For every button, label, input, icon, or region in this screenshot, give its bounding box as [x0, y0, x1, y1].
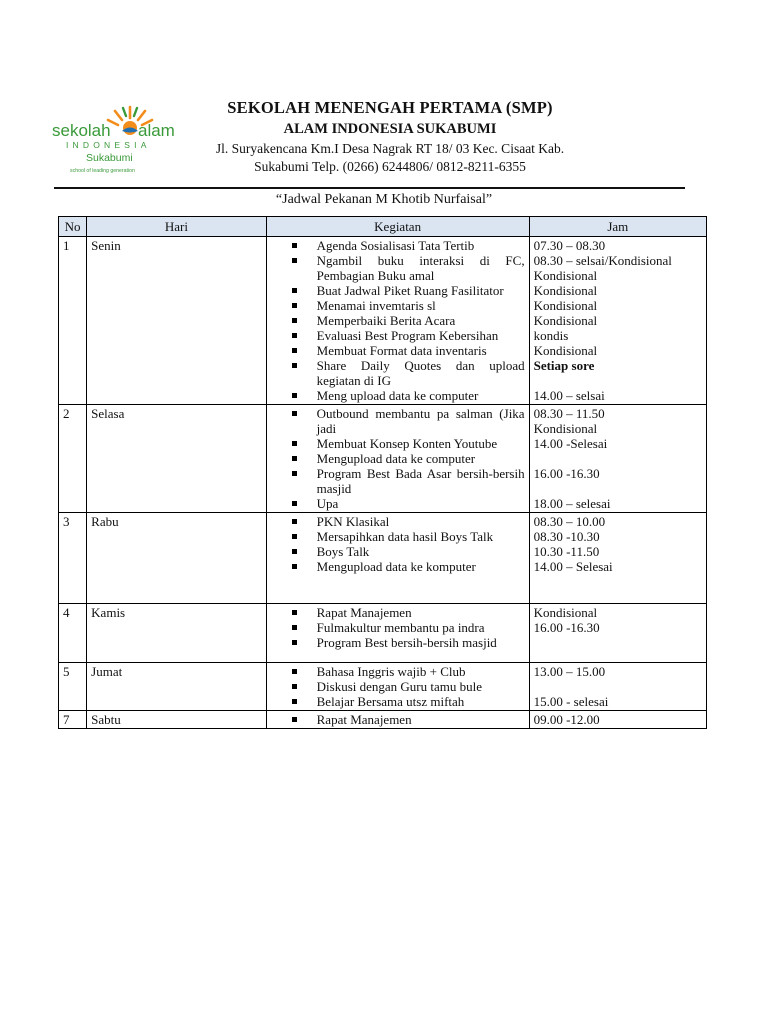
row-activities [266, 513, 529, 604]
time-entry: 16.00 -16.30 [533, 466, 600, 481]
time-entry: 18.00 – selesai [533, 496, 611, 511]
time-entry: kondis [533, 328, 569, 343]
time-entry: 14.00 – selsai [533, 388, 605, 403]
row-day: Sabtu [87, 711, 266, 729]
row-times [529, 237, 706, 405]
logo-word-left: sekolah [52, 121, 111, 140]
row-number: 1 [59, 237, 87, 405]
schedule-row [59, 711, 707, 729]
activity-item: Mengupload data ke computer [271, 451, 525, 466]
time-entry: 08.30 -10.30 [533, 529, 600, 544]
activity-list [271, 664, 525, 709]
school-name: SEKOLAH MENENGAH PERTAMA (SMP) [227, 98, 553, 117]
time-entry: 14.00 -Selesai [533, 436, 608, 451]
schedule-row [59, 237, 707, 405]
activity-item: Program Best Bada Asar bersih-bersih masjid [271, 466, 525, 496]
time-entry: 10.30 -11.50 [533, 544, 600, 559]
table-header-row [59, 217, 707, 237]
logo-word-right: alam [138, 121, 175, 140]
activity-item: Ngambil buku interaksi di FC, Pembagian Buku amal [271, 253, 525, 283]
school-logo [52, 104, 182, 176]
row-number: 4 [59, 604, 87, 663]
address-line-2: Sukabumi Telp. (0266) 6244806/ 0812-8211-6355 [254, 159, 526, 174]
row-times [529, 711, 706, 729]
school-subtitle: ALAM INDONESIA SUKABUMI [283, 121, 497, 137]
activity-item: Mersapihkan data hasil Boys Talk [271, 529, 525, 544]
schedule-row [59, 405, 707, 513]
time-entry: 15.00 - selesai [533, 694, 609, 709]
time-entry: 08.30 – selsai/Kondisional [533, 253, 672, 268]
logo-indonesia: INDONESIA [66, 140, 151, 150]
time-entry [534, 373, 702, 388]
row-times [529, 405, 706, 513]
activity-item: Program Best bersih-bersih masjid [271, 635, 525, 650]
activity-list [271, 605, 525, 650]
address-line-1: Jl. Suryakencana Km.I Desa Nagrak RT 18/ 03 Kec. Cisaat Kab. [215, 141, 565, 156]
activity-list [271, 712, 525, 727]
row-day: Jumat [87, 663, 266, 711]
row-day: Senin [87, 237, 266, 405]
activity-list [271, 514, 525, 574]
activity-item: Bahasa Inggris wajib + Club [271, 664, 525, 679]
row-times [529, 513, 706, 604]
activity-list [271, 406, 525, 511]
row-activities [266, 711, 529, 729]
activity-item: Fulmakultur membantu pa indra [271, 620, 525, 635]
header-no: No [59, 217, 87, 237]
row-number: 7 [59, 711, 87, 729]
row-day: Kamis [87, 604, 266, 663]
activity-item: Upa [271, 496, 525, 511]
time-entry: Kondisional [533, 268, 598, 283]
time-entry: Kondisional [533, 313, 598, 328]
time-entry: 16.00 -16.30 [533, 620, 600, 635]
header-divider [54, 187, 685, 189]
activity-item: Membuat Konsep Konten Youtube [271, 436, 525, 451]
activity-item: Belajar Bersama utsz miftah [271, 694, 525, 709]
row-day: Selasa [87, 405, 266, 513]
activity-item: Diskusi dengan Guru tamu bule [271, 679, 525, 694]
schedule-row [59, 663, 707, 711]
time-entry: Kondisional [533, 283, 598, 298]
schedule-body [59, 237, 707, 729]
time-entry [534, 679, 702, 694]
row-number: 3 [59, 513, 87, 604]
row-activities [266, 405, 529, 513]
header-time: Jam [529, 217, 706, 237]
time-entry: Kondisional [533, 421, 598, 436]
logo-tagline: school of leading generation [70, 168, 135, 174]
time-entry: 13.00 – 15.00 [533, 664, 606, 679]
time-entry [534, 481, 702, 496]
activity-item: Rapat Manajemen [271, 712, 525, 727]
activity-item: Buat Jadwal Piket Ruang Fasilitator [271, 283, 525, 298]
activity-item: Membuat Format data inventaris [271, 343, 525, 358]
row-times [529, 604, 706, 663]
activity-item: Outbound membantu pa salman (Jika jadi [271, 406, 525, 436]
activity-item: Menamai invemtaris sl [271, 298, 525, 313]
activity-item: Boys Talk [271, 544, 525, 559]
header-day: Hari [87, 217, 266, 237]
activity-item: Meng upload data ke computer [271, 388, 525, 403]
activity-item: PKN Klasikal [271, 514, 525, 529]
row-number: 2 [59, 405, 87, 513]
letterhead [190, 98, 590, 175]
row-activities [266, 604, 529, 663]
logo-city: Sukabumi [86, 152, 133, 164]
time-entry: 09.00 -12.00 [533, 712, 600, 727]
schedule-row [59, 513, 707, 604]
document-title: “Jadwal Pekanan M Khotib Nurfaisal” [275, 192, 493, 207]
row-number: 5 [59, 663, 87, 711]
time-entry: Setiap sore [533, 358, 595, 373]
time-entry: 07.30 – 08.30 [533, 238, 606, 253]
weekly-schedule-table [58, 216, 707, 729]
time-entry: 08.30 – 10.00 [533, 514, 606, 529]
time-entry: Kondisional [533, 605, 598, 620]
activity-list [271, 238, 525, 403]
activity-item: Rapat Manajemen [271, 605, 525, 620]
time-entry: Kondisional [533, 298, 598, 313]
time-entry: Kondisional [533, 343, 598, 358]
activity-item: Memperbaiki Berita Acara [271, 313, 525, 328]
time-entry: 08.30 – 11.50 [533, 406, 605, 421]
activity-item: Mengupload data ke komputer [271, 559, 525, 574]
row-activities [266, 237, 529, 405]
activity-item: Evaluasi Best Program Kebersihan [271, 328, 525, 343]
row-times [529, 663, 706, 711]
time-entry [534, 451, 702, 466]
row-activities [266, 663, 529, 711]
activity-item: Agenda Sosialisasi Tata Tertib [271, 238, 525, 253]
schedule-row [59, 604, 707, 663]
header-activity: Kegiatan [266, 217, 529, 237]
activity-item: Share Daily Quotes dan upload kegiatan di IG [271, 358, 525, 388]
time-entry: 14.00 – Selesai [533, 559, 613, 574]
row-day: Rabu [87, 513, 266, 604]
